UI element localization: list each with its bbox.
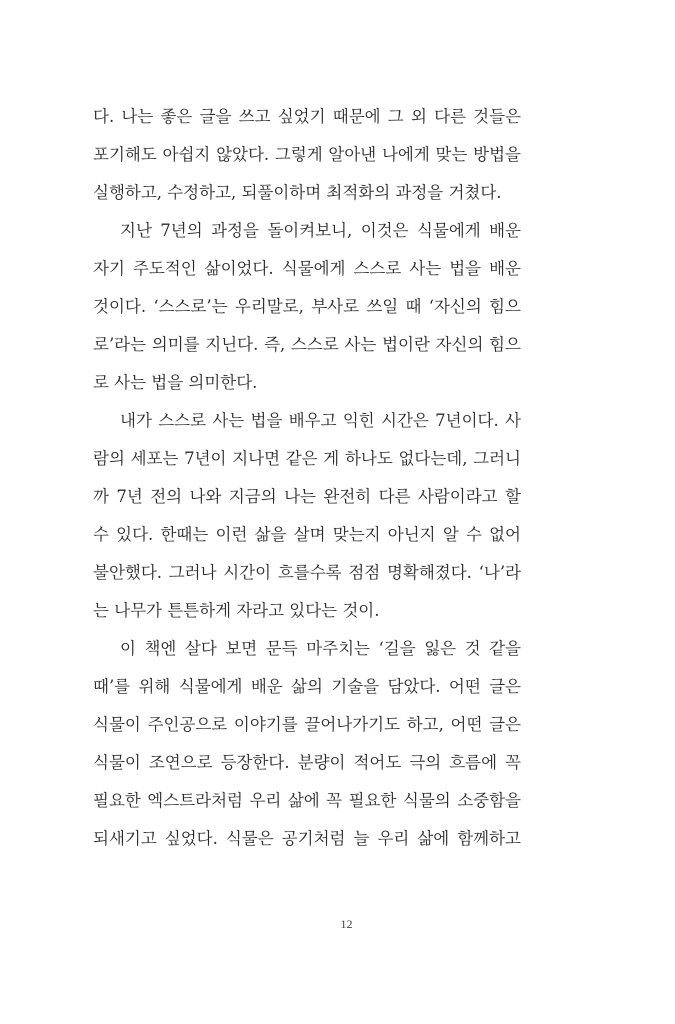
text-line: 때’를 위해 식물에게 배운 삶의 기술을 담았다. 어떤 글은 — [93, 677, 521, 696]
text-line: 까 7년 전의 나와 지금의 나는 완전히 다른 사람이라고 할 — [93, 487, 521, 506]
paragraph-1 — [93, 98, 521, 212]
paragraph-3 — [93, 402, 521, 630]
text-line: 지난 7년의 과정을 돌이켜보니, 이것은 식물에게 배운 — [120, 221, 521, 240]
text-line: 수 있다. 한때는 이런 삶을 살며 맞는지 아닌지 알 수 없어 — [93, 525, 521, 544]
paragraph-4 — [93, 630, 521, 858]
text-line: 자기 주도적인 삶이었다. 식물에게 스스로 사는 법을 배운 — [93, 259, 521, 278]
text-line: 로’라는 의미를 지닌다. 즉, 스스로 사는 법이란 자신의 힘으 — [93, 335, 521, 354]
text-line: 실행하고, 수정하고, 되풀이하며 최적화의 과정을 거쳤다. — [93, 183, 502, 202]
text-line: 는 나무가 튼튼하게 자라고 있다는 것이. — [93, 601, 380, 620]
page-number: 12 — [340, 917, 353, 931]
text-line: 식물이 주인공으로 이야기를 끌어나가기도 하고, 어떤 글은 — [93, 715, 521, 734]
text-line: 필요한 엑스트라처럼 우리 삶에 꼭 필요한 식물의 소중함을 — [93, 791, 521, 810]
text-line: 식물이 조연으로 등장한다. 분량이 적어도 극의 흐름에 꼭 — [93, 753, 521, 772]
paragraph-2 — [93, 212, 521, 402]
body-text — [93, 98, 521, 858]
text-line: 다. 나는 좋은 글을 쓰고 싶었기 때문에 그 외 다른 것들은 — [93, 107, 521, 126]
text-line: 람의 세포는 7년이 지나면 같은 게 하나도 없다는데, 그러니 — [93, 449, 521, 468]
text-line: 되새기고 싶었다. 식물은 공기처럼 늘 우리 삶에 함께하고 — [93, 829, 521, 848]
text-line: 내가 스스로 사는 법을 배우고 익힌 시간은 7년이다. 사 — [120, 411, 521, 430]
text-line: 불안했다. 그러나 시간이 흐를수록 점점 명확해졌다. ‘나’라 — [93, 563, 521, 582]
text-line: 것이다. ‘스스로’는 우리말로, 부사로 쓰일 때 ‘자신의 힘으 — [93, 297, 521, 316]
text-line: 이 책엔 살다 보면 문득 마주치는 ‘길을 잃은 것 같을 — [120, 639, 521, 658]
text-line: 포기해도 아쉽지 않았다. 그렇게 알아낸 나에게 맞는 방법을 — [93, 145, 521, 164]
text-line: 로 사는 법을 의미한다. — [93, 373, 258, 392]
